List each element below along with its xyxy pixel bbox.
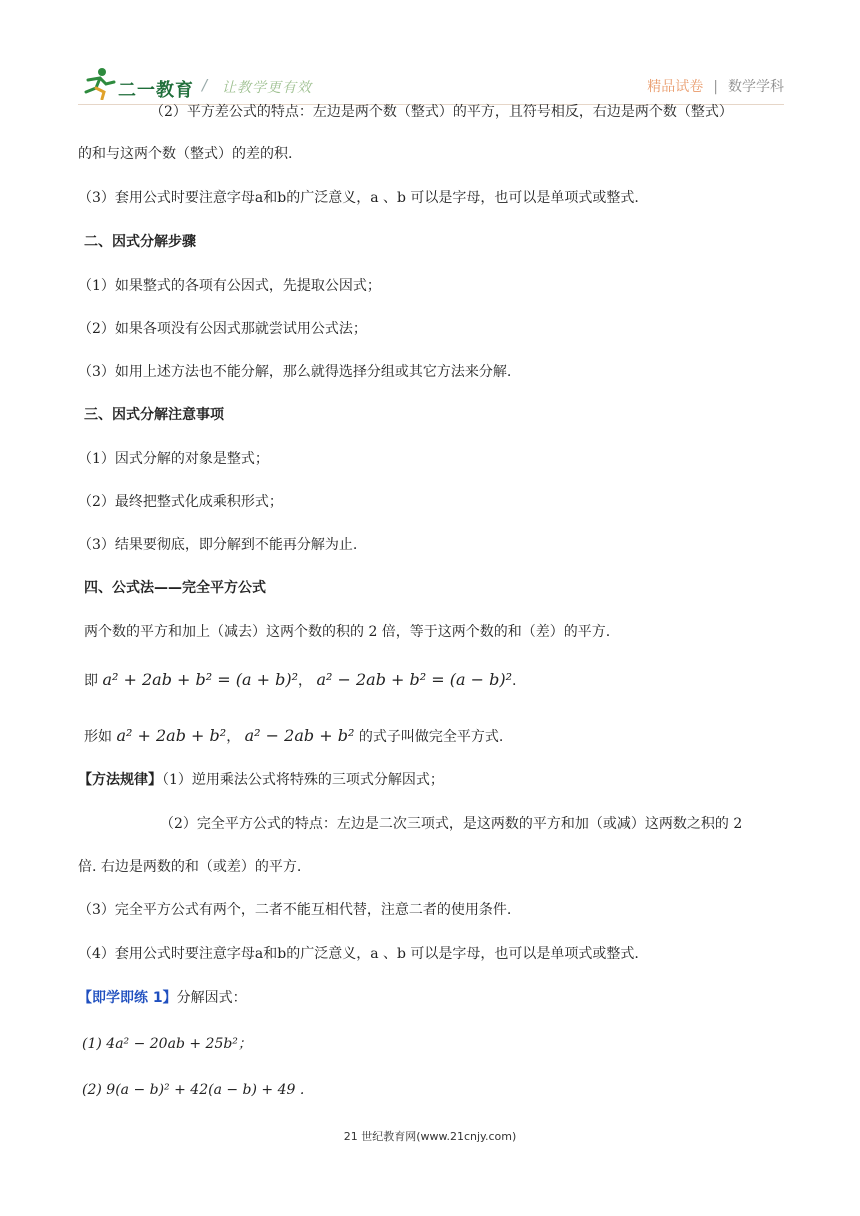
runner-logo-icon — [78, 66, 118, 100]
list-item: （3）如用上述方法也不能分解，那么就得选择分组或其它方法来分解. — [78, 364, 512, 380]
slogan: 让教学更有效 — [222, 80, 312, 96]
formula-difference-square: a² − 2ab + b² = (a − b)² — [316, 670, 513, 689]
list-item: （3）结果要彻底，即分解到不能再分解为止. — [78, 537, 358, 553]
formula-line — [84, 726, 503, 747]
method-text: （1）逆用乘法公式将特殊的三项式分解因式； — [162, 772, 444, 788]
list-item: （1）如果整式的各项有公因式，先提取公因式； — [78, 278, 381, 294]
header-label-premium: 精品试卷 — [647, 79, 704, 95]
paragraph: （3）套用公式时要注意字母a和b的广泛意义，a 、b 可以是字母，也可以是单项式或整式. — [78, 190, 639, 206]
page-footer: 21 世纪教育网(www.21cnjy.com) — [343, 1130, 517, 1143]
exercise-instruction: 分解因式： — [176, 990, 247, 1006]
list-item: （2）如果各项没有公因式那就尝试用公式法； — [78, 321, 367, 337]
section-heading: 二、因式分解步骤 — [84, 234, 196, 250]
exercise-line — [78, 988, 247, 1008]
header-right-separator: | — [713, 79, 718, 95]
formula-prefix: 即 — [84, 673, 98, 689]
list-item: （3）完全平方公式有两个，二者不能互相代替，注意二者的使用条件. — [78, 902, 512, 918]
page-header — [78, 66, 784, 106]
exercise-item: (1) 4a² − 20ab + 25b²； — [82, 1036, 252, 1052]
exercise-item: (2) 9(a − b)² + 42(a − b) + 49 . — [82, 1082, 305, 1098]
list-item: （4）套用公式时要注意字母a和b的广泛意义，a 、b 可以是字母，也可以是单项式或整式. — [78, 946, 639, 962]
brand-name: 二一教育 — [118, 80, 194, 101]
formula-end: . — [512, 673, 517, 689]
list-item: （2）最终把整式化成乘积形式； — [78, 494, 283, 510]
list-item: （1）因式分解的对象是整式； — [78, 451, 269, 467]
header-separator: / — [202, 76, 208, 94]
paragraph: 倍. 右边是两数的和（或差）的平方. — [78, 859, 302, 875]
form-expression-2: a² − 2ab + b² — [244, 726, 355, 745]
paragraph: 两个数的平方和加上（减去）这两个数的积的 2 倍，等于这两个数的和（差）的平方. — [84, 624, 611, 640]
paragraph: 的和与这两个数（整式）的差的积. — [78, 146, 293, 162]
exercise-tag: 【即学即练 1】 — [78, 990, 177, 1006]
header-right — [647, 76, 784, 96]
method-line — [78, 770, 444, 790]
section-heading: 四、公式法——完全平方公式 — [84, 580, 266, 596]
section-heading: 三、因式分解注意事项 — [84, 407, 224, 423]
form-separator: ， — [226, 729, 241, 745]
paragraph: （2）完全平方公式的特点：左边是二次三项式，是这两数的平方和加（或减）这两数之积的 2 — [160, 816, 743, 832]
form-expression-1: a² + 2ab + b² — [116, 726, 227, 745]
paragraph: （2）平方差公式的特点：左边是两个数（整式）的平方，且符号相反，右边是两个数（整式） — [150, 104, 733, 120]
formula-line — [84, 670, 516, 691]
formula-separator: ， — [298, 673, 313, 689]
form-suffix: 的式子叫做完全平方式. — [358, 729, 504, 745]
header-label-subject: 数学学科 — [728, 79, 784, 95]
formula-sum-square: a² + 2ab + b² = (a + b)² — [102, 670, 299, 689]
method-tag: 【方法规律】 — [78, 772, 162, 788]
form-prefix: 形如 — [84, 729, 112, 745]
